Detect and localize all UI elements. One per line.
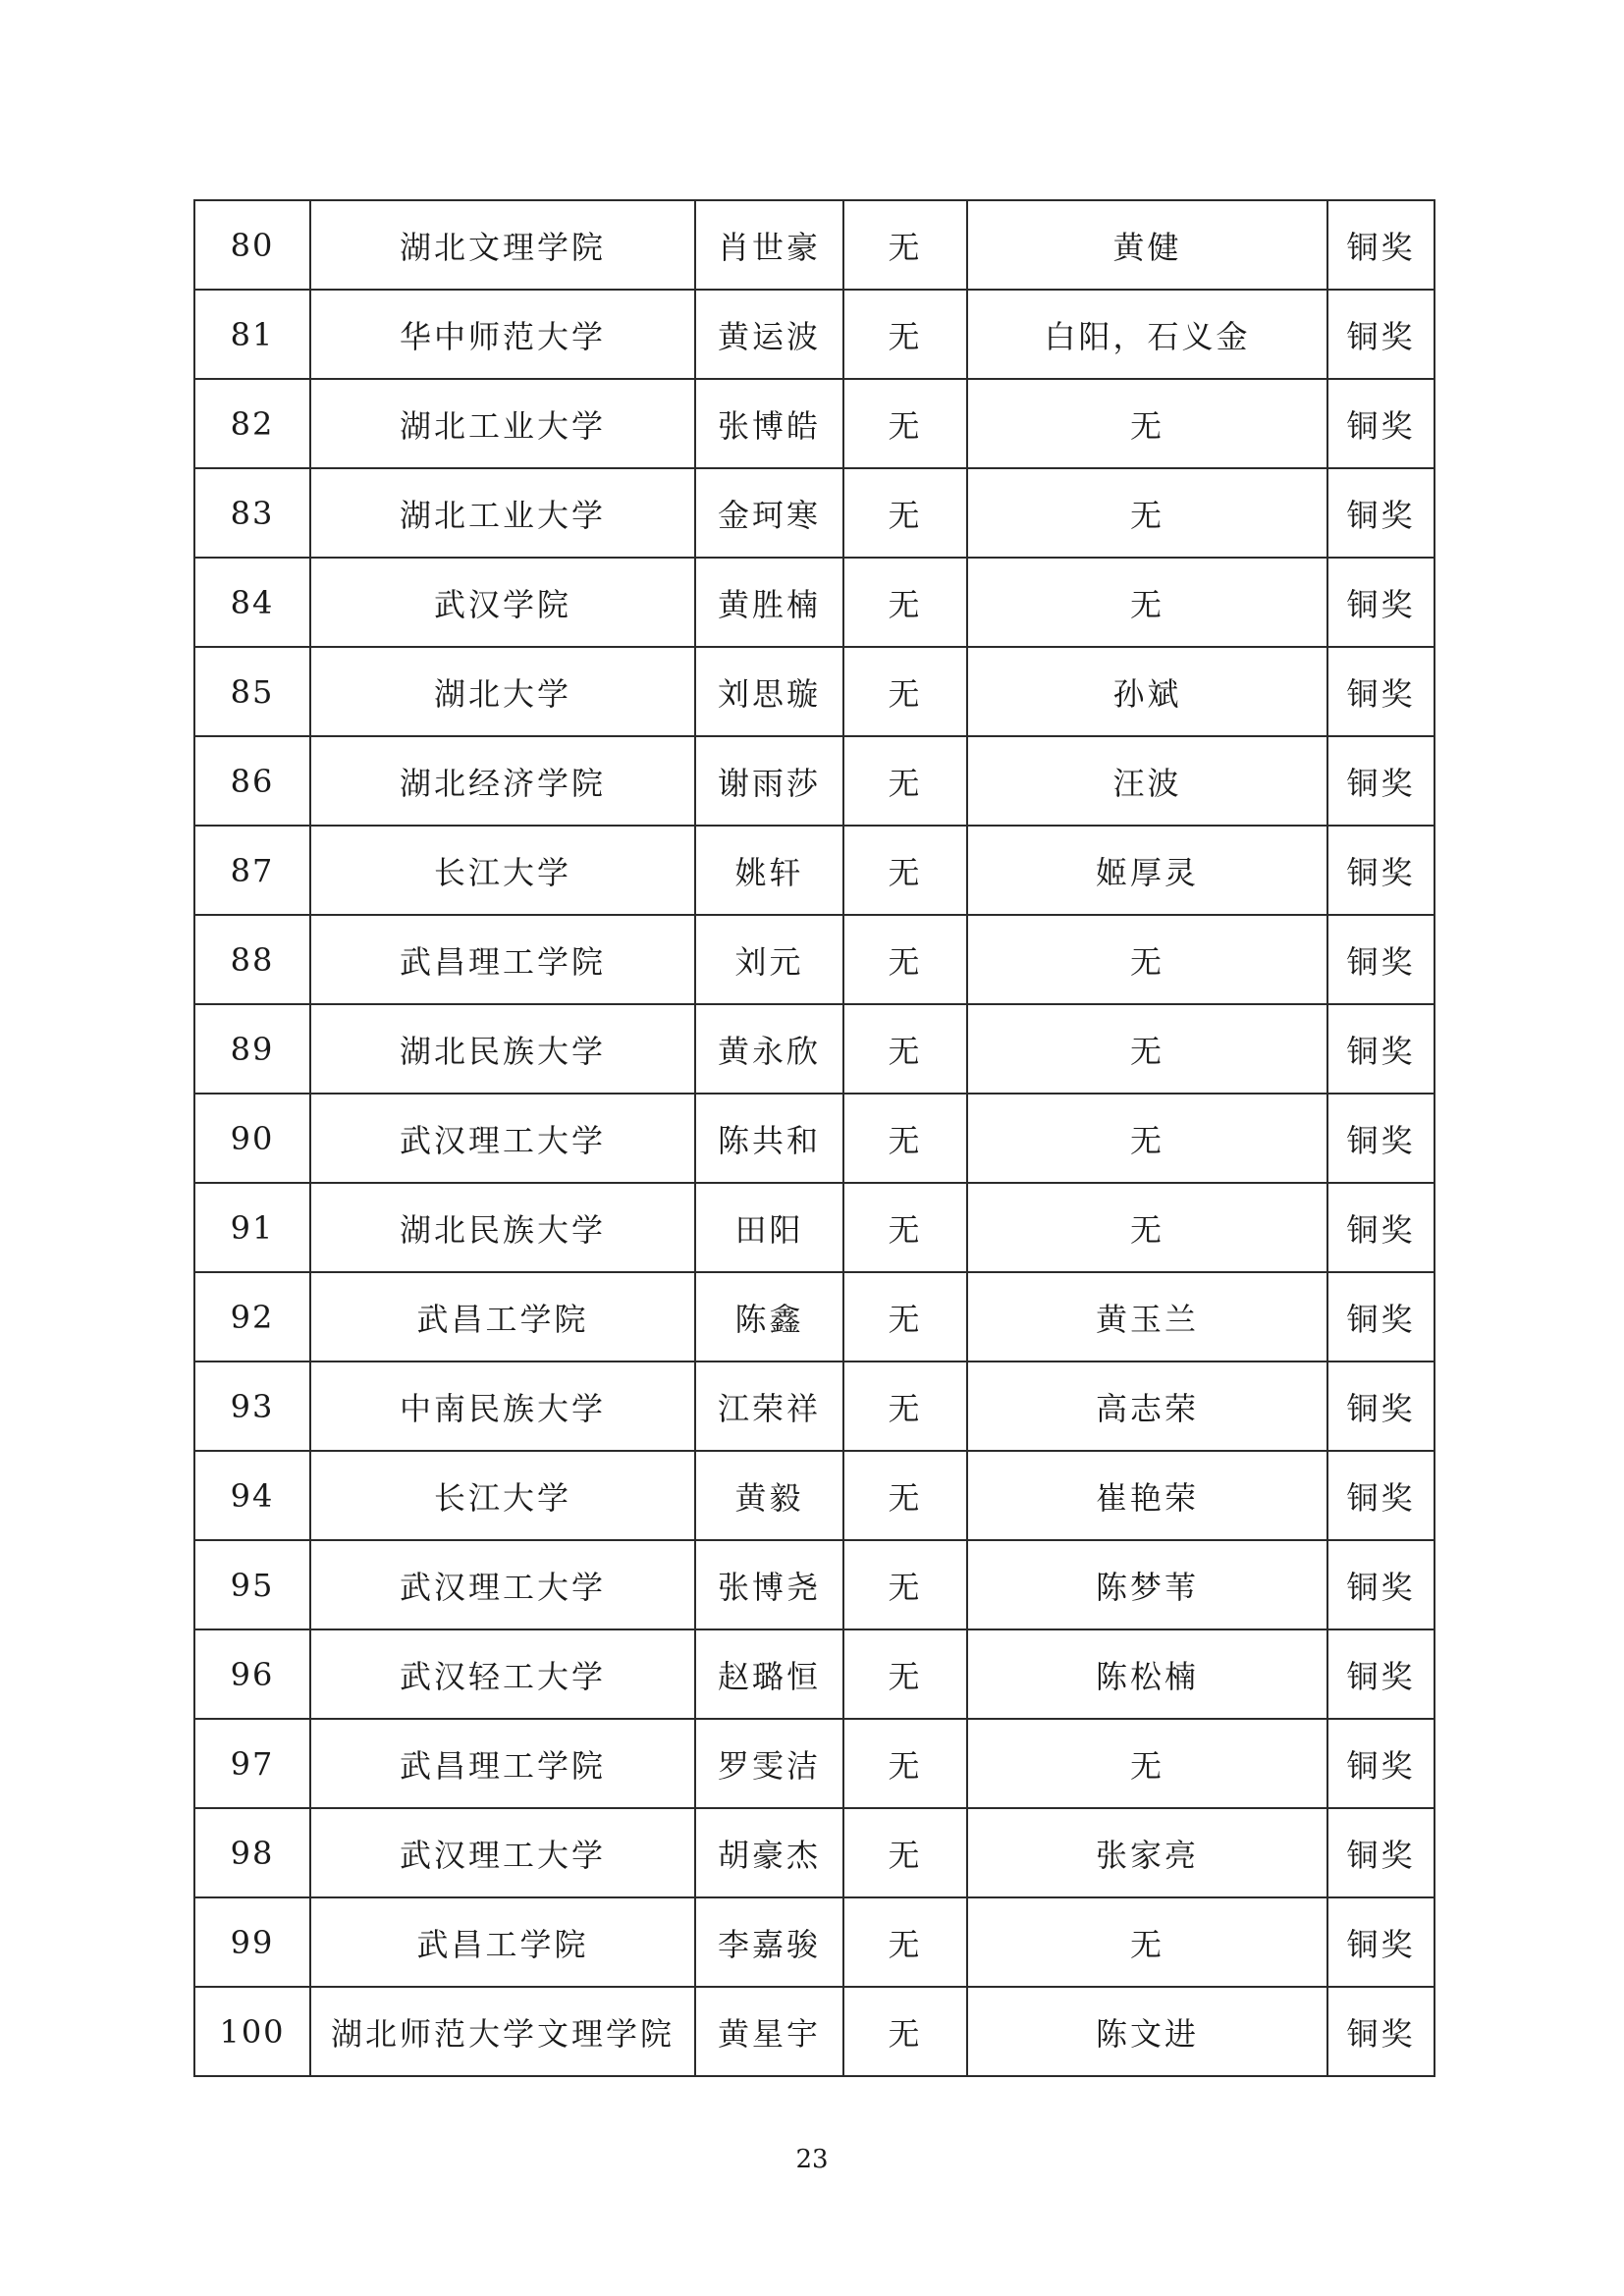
advisor-cell: 无 xyxy=(967,379,1327,468)
student-cell: 金珂寒 xyxy=(695,468,843,558)
advisor-cell: 无 xyxy=(967,558,1327,647)
index-cell: 82 xyxy=(194,379,310,468)
advisor-cell: 陈松楠 xyxy=(967,1629,1327,1719)
award-cell: 铜奖 xyxy=(1327,915,1435,1004)
team-cell: 无 xyxy=(843,290,967,379)
school-cell: 武汉理工大学 xyxy=(310,1808,695,1897)
award-cell: 铜奖 xyxy=(1327,1987,1435,2076)
table-row xyxy=(194,1183,1435,1272)
table-row xyxy=(194,558,1435,647)
student-cell: 罗雯洁 xyxy=(695,1719,843,1808)
index-cell: 95 xyxy=(194,1540,310,1629)
team-cell: 无 xyxy=(843,1272,967,1362)
advisor-cell: 黄健 xyxy=(967,200,1327,290)
team-cell: 无 xyxy=(843,1987,967,2076)
student-cell: 黄胜楠 xyxy=(695,558,843,647)
index-cell: 94 xyxy=(194,1451,310,1540)
index-cell: 80 xyxy=(194,200,310,290)
award-cell: 铜奖 xyxy=(1327,1004,1435,1094)
award-table xyxy=(193,199,1435,2077)
team-cell: 无 xyxy=(843,1004,967,1094)
student-cell: 田阳 xyxy=(695,1183,843,1272)
team-cell: 无 xyxy=(843,1897,967,1987)
advisor-cell: 无 xyxy=(967,1719,1327,1808)
index-cell: 90 xyxy=(194,1094,310,1183)
student-cell: 张博尧 xyxy=(695,1540,843,1629)
school-cell: 湖北工业大学 xyxy=(310,468,695,558)
team-cell: 无 xyxy=(843,1451,967,1540)
team-cell: 无 xyxy=(843,1719,967,1808)
table-row xyxy=(194,1004,1435,1094)
award-cell: 铜奖 xyxy=(1327,1719,1435,1808)
school-cell: 湖北民族大学 xyxy=(310,1004,695,1094)
school-cell: 湖北民族大学 xyxy=(310,1183,695,1272)
student-cell: 谢雨莎 xyxy=(695,736,843,826)
advisor-cell: 无 xyxy=(967,1897,1327,1987)
award-cell: 铜奖 xyxy=(1327,1362,1435,1451)
advisor-cell: 无 xyxy=(967,1004,1327,1094)
index-cell: 81 xyxy=(194,290,310,379)
index-cell: 89 xyxy=(194,1004,310,1094)
table-row xyxy=(194,468,1435,558)
table-row xyxy=(194,1808,1435,1897)
award-cell: 铜奖 xyxy=(1327,468,1435,558)
advisor-cell: 姬厚灵 xyxy=(967,826,1327,915)
team-cell: 无 xyxy=(843,915,967,1004)
award-cell: 铜奖 xyxy=(1327,1094,1435,1183)
table-row xyxy=(194,1540,1435,1629)
table-row xyxy=(194,1272,1435,1362)
team-cell: 无 xyxy=(843,1540,967,1629)
award-cell: 铜奖 xyxy=(1327,200,1435,290)
school-cell: 武昌理工学院 xyxy=(310,915,695,1004)
index-cell: 87 xyxy=(194,826,310,915)
index-cell: 99 xyxy=(194,1897,310,1987)
student-cell: 黄星宇 xyxy=(695,1987,843,2076)
advisor-cell: 黄玉兰 xyxy=(967,1272,1327,1362)
award-cell: 铜奖 xyxy=(1327,1629,1435,1719)
team-cell: 无 xyxy=(843,1183,967,1272)
table-row xyxy=(194,379,1435,468)
school-cell: 武汉理工大学 xyxy=(310,1094,695,1183)
award-cell: 铜奖 xyxy=(1327,558,1435,647)
school-cell: 湖北经济学院 xyxy=(310,736,695,826)
index-cell: 86 xyxy=(194,736,310,826)
school-cell: 武昌工学院 xyxy=(310,1897,695,1987)
index-cell: 98 xyxy=(194,1808,310,1897)
team-cell: 无 xyxy=(843,736,967,826)
student-cell: 黄永欣 xyxy=(695,1004,843,1094)
team-cell: 无 xyxy=(843,1362,967,1451)
award-cell: 铜奖 xyxy=(1327,1540,1435,1629)
advisor-cell: 孙斌 xyxy=(967,647,1327,736)
table-row xyxy=(194,736,1435,826)
index-cell: 88 xyxy=(194,915,310,1004)
student-cell: 刘元 xyxy=(695,915,843,1004)
team-cell: 无 xyxy=(843,468,967,558)
index-cell: 97 xyxy=(194,1719,310,1808)
advisor-cell: 汪波 xyxy=(967,736,1327,826)
index-cell: 85 xyxy=(194,647,310,736)
index-cell: 93 xyxy=(194,1362,310,1451)
student-cell: 江荣祥 xyxy=(695,1362,843,1451)
advisor-cell: 陈梦苇 xyxy=(967,1540,1327,1629)
advisor-cell: 张家亮 xyxy=(967,1808,1327,1897)
award-cell: 铜奖 xyxy=(1327,1451,1435,1540)
advisor-cell: 无 xyxy=(967,915,1327,1004)
team-cell: 无 xyxy=(843,1808,967,1897)
advisor-cell: 白阳，石义金 xyxy=(967,290,1327,379)
index-cell: 91 xyxy=(194,1183,310,1272)
student-cell: 黄运波 xyxy=(695,290,843,379)
school-cell: 湖北师范大学文理学院 xyxy=(310,1987,695,2076)
school-cell: 湖北工业大学 xyxy=(310,379,695,468)
table-row xyxy=(194,1362,1435,1451)
advisor-cell: 高志荣 xyxy=(967,1362,1327,1451)
school-cell: 长江大学 xyxy=(310,1451,695,1540)
team-cell: 无 xyxy=(843,200,967,290)
index-cell: 100 xyxy=(194,1987,310,2076)
team-cell: 无 xyxy=(843,1094,967,1183)
table-row xyxy=(194,1987,1435,2076)
table-row xyxy=(194,1719,1435,1808)
advisor-cell: 陈文进 xyxy=(967,1987,1327,2076)
table-row xyxy=(194,1451,1435,1540)
school-cell: 武汉学院 xyxy=(310,558,695,647)
table-row xyxy=(194,647,1435,736)
student-cell: 刘思璇 xyxy=(695,647,843,736)
school-cell: 中南民族大学 xyxy=(310,1362,695,1451)
school-cell: 武昌理工学院 xyxy=(310,1719,695,1808)
award-cell: 铜奖 xyxy=(1327,826,1435,915)
student-cell: 肖世豪 xyxy=(695,200,843,290)
team-cell: 无 xyxy=(843,1629,967,1719)
table-row xyxy=(194,915,1435,1004)
advisor-cell: 无 xyxy=(967,1094,1327,1183)
team-cell: 无 xyxy=(843,558,967,647)
award-cell: 铜奖 xyxy=(1327,1808,1435,1897)
team-cell: 无 xyxy=(843,647,967,736)
advisor-cell: 崔艳荣 xyxy=(967,1451,1327,1540)
team-cell: 无 xyxy=(843,379,967,468)
school-cell: 武昌工学院 xyxy=(310,1272,695,1362)
award-cell: 铜奖 xyxy=(1327,736,1435,826)
index-cell: 96 xyxy=(194,1629,310,1719)
advisor-cell: 无 xyxy=(967,1183,1327,1272)
school-cell: 华中师范大学 xyxy=(310,290,695,379)
table-row xyxy=(194,1629,1435,1719)
school-cell: 湖北文理学院 xyxy=(310,200,695,290)
award-cell: 铜奖 xyxy=(1327,290,1435,379)
school-cell: 武汉理工大学 xyxy=(310,1540,695,1629)
award-cell: 铜奖 xyxy=(1327,379,1435,468)
table-row xyxy=(194,826,1435,915)
page-number: 23 xyxy=(795,2145,829,2174)
student-cell: 陈鑫 xyxy=(695,1272,843,1362)
table-row xyxy=(194,200,1435,290)
school-cell: 长江大学 xyxy=(310,826,695,915)
student-cell: 姚轩 xyxy=(695,826,843,915)
student-cell: 黄毅 xyxy=(695,1451,843,1540)
index-cell: 92 xyxy=(194,1272,310,1362)
award-cell: 铜奖 xyxy=(1327,1272,1435,1362)
student-cell: 陈共和 xyxy=(695,1094,843,1183)
team-cell: 无 xyxy=(843,826,967,915)
student-cell: 张博皓 xyxy=(695,379,843,468)
school-cell: 湖北大学 xyxy=(310,647,695,736)
index-cell: 83 xyxy=(194,468,310,558)
award-table-body xyxy=(194,200,1435,2076)
index-cell: 84 xyxy=(194,558,310,647)
student-cell: 胡豪杰 xyxy=(695,1808,843,1897)
table-row xyxy=(194,290,1435,379)
award-cell: 铜奖 xyxy=(1327,647,1435,736)
award-cell: 铜奖 xyxy=(1327,1897,1435,1987)
table-row xyxy=(194,1094,1435,1183)
award-cell: 铜奖 xyxy=(1327,1183,1435,1272)
table-row xyxy=(194,1897,1435,1987)
advisor-cell: 无 xyxy=(967,468,1327,558)
student-cell: 赵璐恒 xyxy=(695,1629,843,1719)
student-cell: 李嘉骏 xyxy=(695,1897,843,1987)
school-cell: 武汉轻工大学 xyxy=(310,1629,695,1719)
